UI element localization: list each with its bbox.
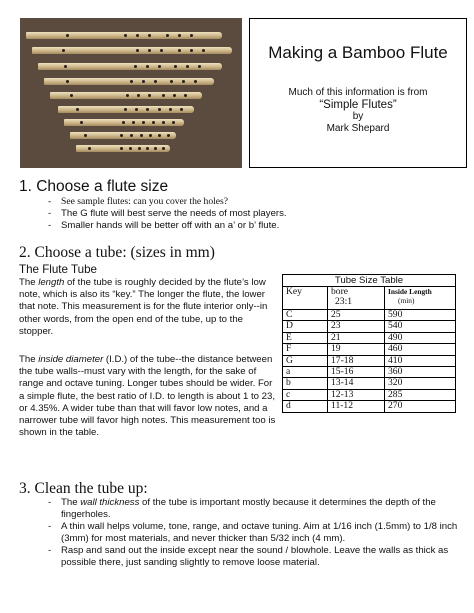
flute-1 <box>26 32 222 39</box>
emphasis: inside diameter <box>38 354 104 365</box>
table-cell-bore: 11-12 <box>328 401 385 412</box>
text-run: The <box>19 277 39 288</box>
table-cell-length: 540 <box>385 321 456 332</box>
list-item: - See sample flutes: can you cover the holes? <box>48 196 458 208</box>
text-run: The <box>19 354 39 365</box>
flute-4 <box>44 78 214 85</box>
length-unit: (min) <box>398 296 415 305</box>
table-cell-bore: 13-14 <box>328 378 385 389</box>
flute-9 <box>76 145 170 152</box>
table-row <box>283 344 456 355</box>
table-cell-length: 460 <box>385 344 456 355</box>
flute-3 <box>38 63 222 70</box>
table-cell-length: 410 <box>385 355 456 366</box>
text-run: The <box>61 497 81 508</box>
table-row <box>283 401 456 412</box>
section-1-heading: 1. Choose a flute size <box>19 178 169 195</box>
list-item <box>48 497 460 521</box>
table-body <box>283 310 456 413</box>
diameter-paragraph <box>19 354 277 439</box>
list-item: - The G flute will best serve the needs of most players. <box>48 208 458 220</box>
flute-7 <box>64 119 184 126</box>
table-cell-key: d <box>283 401 328 412</box>
table-cell-length: 270 <box>385 401 456 412</box>
source-line: Much of this information is from <box>288 87 428 98</box>
table-row <box>283 332 456 343</box>
emphasis: wall thickness <box>80 497 140 508</box>
source-by: by <box>352 111 364 122</box>
table-cell-bore: 25 <box>328 310 385 321</box>
list-item: - Smaller hands will be better off with an a’ or b’ flute. <box>48 220 458 232</box>
table-cell-length: 360 <box>385 367 456 378</box>
table-cell-bore: 23 <box>328 321 385 332</box>
flute-8 <box>70 132 176 139</box>
section-3-list <box>48 497 460 570</box>
table-cell-length: 590 <box>385 310 456 321</box>
emphasis: length <box>38 277 65 288</box>
table-row <box>283 355 456 366</box>
source-book-title: “Simple Flutes” <box>319 99 397 111</box>
column-header-length <box>385 287 456 310</box>
table-caption: Tube Size Table <box>283 275 456 287</box>
table-cell-bore: 19 <box>328 344 385 355</box>
bamboo-flutes-photo <box>20 18 242 168</box>
table-cell-bore: 21 <box>328 332 385 343</box>
column-header-bore <box>328 287 385 310</box>
table-cell-bore: 12-13 <box>328 389 385 400</box>
table-row <box>283 367 456 378</box>
column-header-key: Key <box>283 287 328 310</box>
flute-6 <box>58 106 194 113</box>
list-item: - A thin wall helps volume, tone, range, and octave tuning. Aim at 1/16 inch (1.5mm) to 1/8 inch (3mm) for most materials, and never thicker than 5/32 inch (4 mm). <box>48 521 460 545</box>
table-row <box>283 310 456 321</box>
table-cell-key: E <box>283 332 328 343</box>
table-cell-bore: 15-16 <box>328 367 385 378</box>
section-2-heading: 2. Choose a tube: (sizes in mm) <box>19 244 215 261</box>
source-author: Mark Shepard <box>326 123 390 134</box>
table-cell-length: 285 <box>385 389 456 400</box>
table-cell-key: C <box>283 310 328 321</box>
list-item: - Rasp and sand out the inside except near the sound / blowhole. Leave the walls as thick as possible there, just sanding slightly to remove loose material. <box>48 545 460 569</box>
text-run: (I.D.) of the tube--the distance between the tube walls--must vary with the length, for the sake of range and octave tuning. Longer tubes should be wider. For a simple flute, the best ratio of I.D. to length is about 1 to 23, or 4.35%. A wider tube than that will favor low notes, and a narrower tube will favor high notes. This measurement too is shown in the table. <box>19 354 276 439</box>
table-cell-key: F <box>283 344 328 355</box>
table-cell-length: 320 <box>385 378 456 389</box>
title-box <box>249 18 467 168</box>
source-credit <box>250 87 466 135</box>
tube-size-table <box>282 274 456 413</box>
table-cell-key: a <box>283 367 328 378</box>
table-cell-key: D <box>283 321 328 332</box>
document-title: Making a Bamboo Flute <box>268 43 448 62</box>
bore-label: bore <box>331 286 349 297</box>
table-row <box>283 378 456 389</box>
flute-5 <box>50 92 202 99</box>
section-1-list <box>48 196 458 232</box>
bore-ratio: 23:1 <box>335 296 353 308</box>
table-row <box>283 321 456 332</box>
section-3-heading: 3. Clean the tube up: <box>19 480 148 497</box>
text-run: of the tube is roughly decided by the flute’s low note, which is also its “key.” The longer the flute, the lower that note. This measurement is for the flute interior only--in other words, from the open end of the tube, up to the stopper. <box>19 277 268 337</box>
table-cell-key: b <box>283 378 328 389</box>
table-cell-bore: 17-18 <box>328 355 385 366</box>
length-paragraph <box>19 277 277 338</box>
table-cell-key: G <box>283 355 328 366</box>
text-run: of the tube is important mostly because it determines the depth of the fingerholes. <box>61 497 436 521</box>
table-cell-length: 490 <box>385 332 456 343</box>
table-cell-key: c <box>283 389 328 400</box>
length-label: Inside Length <box>388 287 432 296</box>
flute-2 <box>32 47 232 54</box>
flute-tube-subheading: The Flute Tube <box>19 263 97 276</box>
table-row <box>283 389 456 400</box>
